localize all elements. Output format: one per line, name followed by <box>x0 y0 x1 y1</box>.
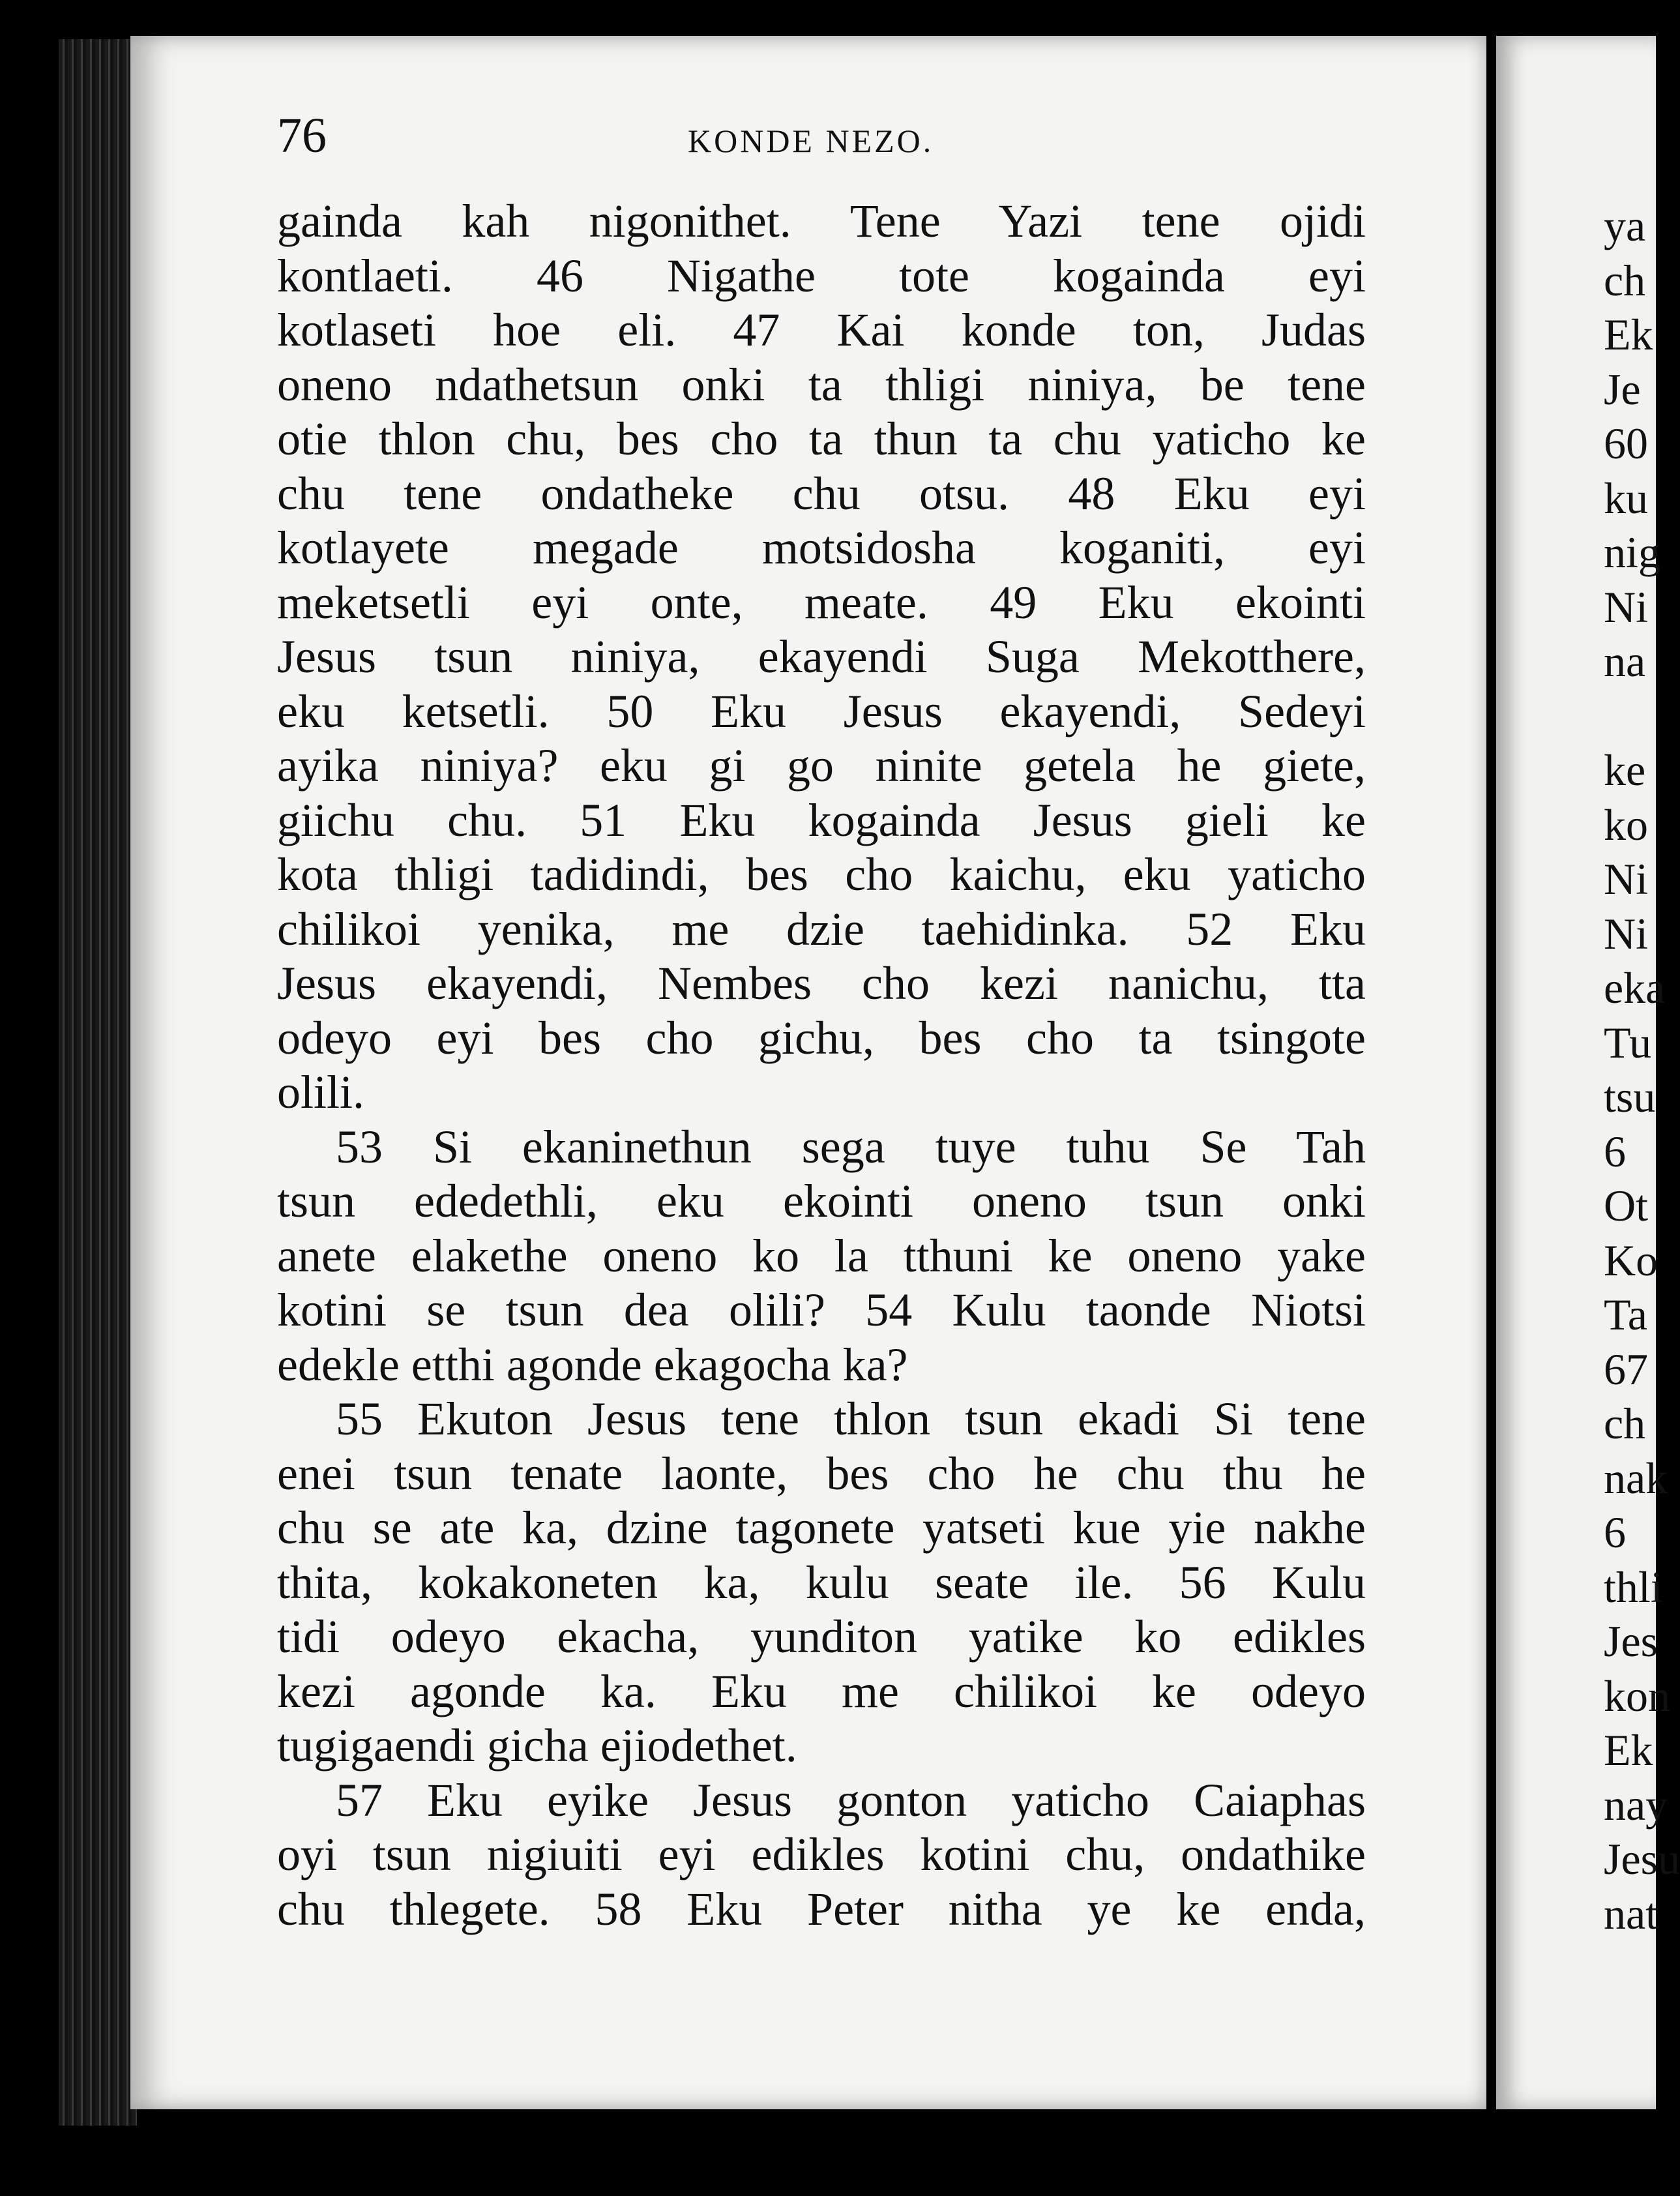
next-page-fragment: ku <box>1604 473 1648 523</box>
page-body-text <box>277 194 1366 1936</box>
text-line: kotini se tsun dea olili? 54 Kulu taonde Niotsi <box>277 1284 1366 1336</box>
text-line: giichu chu. 51 Eku kogainda Jesus gieli ke <box>277 794 1366 846</box>
next-page-fragment: 60 <box>1604 419 1648 468</box>
running-title: KONDE NEZO. <box>688 123 934 159</box>
next-page-fragment: 6 <box>1604 1126 1626 1176</box>
text-line: olili. <box>277 1066 365 1118</box>
next-page-fragment: nay <box>1604 1779 1668 1830</box>
next-page-fragment: ch <box>1604 1399 1646 1448</box>
text-line: eku ketsetli. 50 Eku Jesus ekayendi, Sedeyi <box>277 685 1366 737</box>
next-page-fragment: Ko <box>1604 1235 1658 1285</box>
next-page-fragments <box>1604 199 1680 1941</box>
text-line: 55 Ekuton Jesus tene thlon tsun ekadi Si tene <box>336 1393 1366 1445</box>
page-number: 76 <box>277 108 327 163</box>
next-page-fragment: Ni <box>1604 582 1648 632</box>
next-page-fragment: Jes <box>1604 1616 1658 1666</box>
text-line: chu se ate ka, dzine tagonete yatseti kue yie nakhe <box>277 1502 1366 1554</box>
next-page-fragment: Ni <box>1604 908 1648 958</box>
text-line: kontlaeti. 46 Nigathe tote kogainda eyi <box>277 249 1366 302</box>
next-page-fragment: Je <box>1604 364 1641 414</box>
text-line: chu thlegete. 58 Eku Peter nitha ye ke enda, <box>277 1882 1366 1935</box>
text-line: gainda kah nigonithet. Tene Yazi tene ojidi <box>277 195 1366 247</box>
next-page-fragment: Ot <box>1604 1181 1648 1230</box>
next-page-fragment: Ek <box>1604 310 1653 359</box>
text-line: edekle etthi agonde ekagocha ka? <box>277 1338 908 1391</box>
next-page-fragment: Tu <box>1604 1017 1652 1067</box>
next-page-fragment: kon <box>1604 1670 1670 1721</box>
text-line: anete elakethe oneno ko la tthuni ke oneno yake <box>277 1229 1366 1282</box>
text-line: kotlayete megade motsidosha koganiti, eyi <box>277 522 1366 574</box>
text-line: otie thlon chu, bes cho ta thun ta chu yaticho ke <box>277 413 1366 465</box>
next-page-fragment: nat <box>1604 1888 1658 1938</box>
text-line: chilikoi yenika, me dzie taehidinka. 52 Eku <box>277 902 1366 955</box>
text-line: oyi tsun nigiuiti eyi edikles kotini chu, ondathike <box>277 1828 1366 1880</box>
text-line: kezi agonde ka. Eku me chilikoi ke odeyo <box>277 1665 1366 1717</box>
next-page-fragment: ch <box>1604 255 1646 305</box>
next-page-fragment: nak <box>1604 1453 1668 1503</box>
text-line: chu tene ondatheke chu otsu. 48 Eku eyi <box>277 467 1366 520</box>
text-line: 57 Eku eyike Jesus gonton yaticho Caiaphas <box>336 1773 1366 1826</box>
next-page-fragment: ko <box>1604 799 1648 850</box>
text-line: tsun ededethli, eku ekointi oneno tsun onki <box>277 1175 1366 1227</box>
text-line: tidi odeyo ekacha, yunditon yatike ko edikles <box>277 1610 1366 1663</box>
text-line: tugigaendi gicha ejiodethet. <box>277 1719 797 1772</box>
next-page-fragment: tsu <box>1604 1072 1656 1121</box>
next-page-fragment: na <box>1604 636 1646 686</box>
text-line: Jesus ekayendi, Nembes cho kezi nanichu, tta <box>277 957 1366 1009</box>
next-page-fragment: Ta <box>1604 1290 1647 1339</box>
text-line: Jesus tsun niniya, ekayendi Suga Mekotthere, <box>277 631 1366 683</box>
page-header <box>277 108 1366 173</box>
text-line: kota thligi tadidindi, bes cho kaichu, eku yaticho <box>277 848 1366 900</box>
next-page-fragment: Ni <box>1604 854 1648 904</box>
text-line: ayika niniya? eku gi go ninite getela he giete, <box>277 739 1366 792</box>
next-page-fragment: thli <box>1604 1562 1663 1612</box>
next-page-fragment: 6 <box>1604 1507 1626 1557</box>
book-spine-edge <box>59 39 137 2126</box>
next-page-fragment: nig <box>1604 527 1660 577</box>
text-line: enei tsun tenate laonte, bes cho he chu thu he <box>277 1447 1366 1500</box>
next-page-fragment <box>1604 689 1680 744</box>
next-page-fragment: Jesu <box>1604 1834 1680 1884</box>
text-line: kotlaseti hoe eli. 47 Kai konde ton, Judas <box>277 304 1366 356</box>
next-page-fragment: Ek <box>1604 1725 1653 1775</box>
text-line: 53 Si ekaninethun sega tuye tuhu Se Tah <box>336 1120 1366 1173</box>
text-line: meketsetli eyi onte, meate. 49 Eku ekointi <box>277 576 1366 629</box>
next-page-fragment: ke <box>1604 745 1646 795</box>
next-page-fragment: 67 <box>1604 1344 1648 1394</box>
next-page-fragment: ya <box>1604 201 1646 250</box>
next-page-fragment: eka <box>1604 963 1666 1013</box>
text-line: thita, kokakoneten ka, kulu seate ile. 56 Kulu <box>277 1556 1366 1609</box>
text-line: odeyo eyi bes cho gichu, bes cho ta tsingote <box>277 1011 1366 1064</box>
text-line: oneno ndathetsun onki ta thligi niniya, be tene <box>277 358 1366 411</box>
